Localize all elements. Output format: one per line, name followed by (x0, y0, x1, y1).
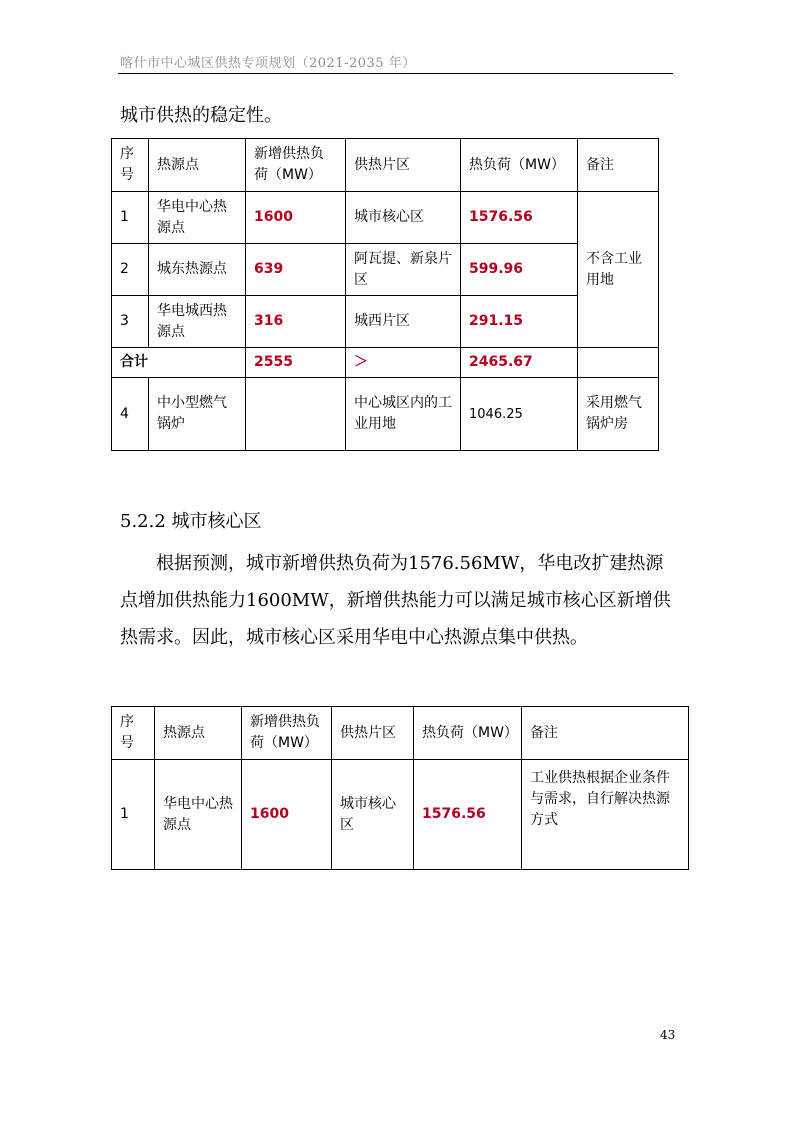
heat-load-value: 1576.56 (461, 192, 578, 244)
header-cell: 新增供热负荷（MW） (242, 707, 332, 760)
comparison-symbol: ＞ (346, 348, 461, 378)
header-cell: 序号 (112, 707, 155, 760)
heat-load-value: 1046.25 (461, 378, 578, 451)
new-load-value: 1600 (246, 192, 346, 244)
total-row (112, 348, 659, 378)
total-label: 合计 (112, 348, 246, 378)
heat-source-table (111, 138, 659, 451)
new-load-value: 316 (246, 296, 346, 348)
section-heading: 5.2.2 城市核心区 (120, 511, 262, 532)
supply-area: 阿瓦提、新泉片区 (346, 244, 461, 296)
table-row (112, 244, 659, 296)
table-header-row (112, 139, 659, 192)
heat-source-name: 城东热源点 (149, 244, 246, 296)
table-row (112, 296, 659, 348)
header-cell: 热负荷（MW） (461, 139, 578, 192)
header-cell: 新增供热负荷（MW） (246, 139, 346, 192)
new-load-value (246, 378, 346, 451)
supply-area: 中心城区内的工业用地 (346, 378, 461, 451)
header-cell: 供热片区 (346, 139, 461, 192)
table-row (112, 192, 659, 244)
heat-load-value: 1576.56 (414, 760, 522, 870)
merged-note: 不含工业用地 (578, 192, 659, 348)
intro-text: 城市供热的稳定性。 (120, 105, 282, 126)
table-row (112, 760, 689, 870)
heat-source-name: 中小型燃气锅炉 (149, 378, 246, 451)
row-number: 3 (112, 296, 149, 348)
table-row (112, 378, 659, 451)
header-cell: 备注 (522, 707, 689, 760)
heat-load-value: 291.15 (461, 296, 578, 348)
page-number: 43 (660, 1028, 676, 1042)
header-cell: 序号 (112, 139, 149, 192)
row-note: 工业供热根据企业条件与需求，自行解决热源方式 (522, 760, 689, 870)
total-new-load: 2555 (246, 348, 346, 378)
heat-source-name: 华电城西热源点 (149, 296, 246, 348)
row-number: 4 (112, 378, 149, 451)
new-load-value: 1600 (242, 760, 332, 870)
row-number: 1 (112, 192, 149, 244)
total-heat-load: 2465.67 (461, 348, 578, 378)
header-cell: 热负荷（MW） (414, 707, 522, 760)
total-note (578, 348, 659, 378)
core-area-table (111, 706, 689, 870)
row-note: 采用燃气锅炉房 (578, 378, 659, 451)
supply-area: 城西片区 (346, 296, 461, 348)
header-cell: 备注 (578, 139, 659, 192)
section-paragraph: 根据预测，城市新增供热负荷为1576.56MW，华电改扩建热源点增加供热能力1600MW，新增供热能力可以满足城市核心区新增供热需求。因此，城市核心区采用华电中心热源点集中供热。 (120, 553, 671, 648)
table-header-row (112, 707, 689, 760)
header-cell: 供热片区 (332, 707, 414, 760)
row-number: 1 (112, 760, 155, 870)
heat-source-name: 华电中心热源点 (149, 192, 246, 244)
header-cell: 热源点 (155, 707, 242, 760)
new-load-value: 639 (246, 244, 346, 296)
supply-area: 城市核心区 (346, 192, 461, 244)
row-number: 2 (112, 244, 149, 296)
header-rule (118, 73, 673, 74)
heat-load-value: 599.96 (461, 244, 578, 296)
supply-area: 城市核心区 (332, 760, 414, 870)
heat-source-name: 华电中心热源点 (155, 760, 242, 870)
running-header: 喀什市中心城区供热专项规划（2021-2035 年） (120, 56, 416, 71)
header-cell: 热源点 (149, 139, 246, 192)
